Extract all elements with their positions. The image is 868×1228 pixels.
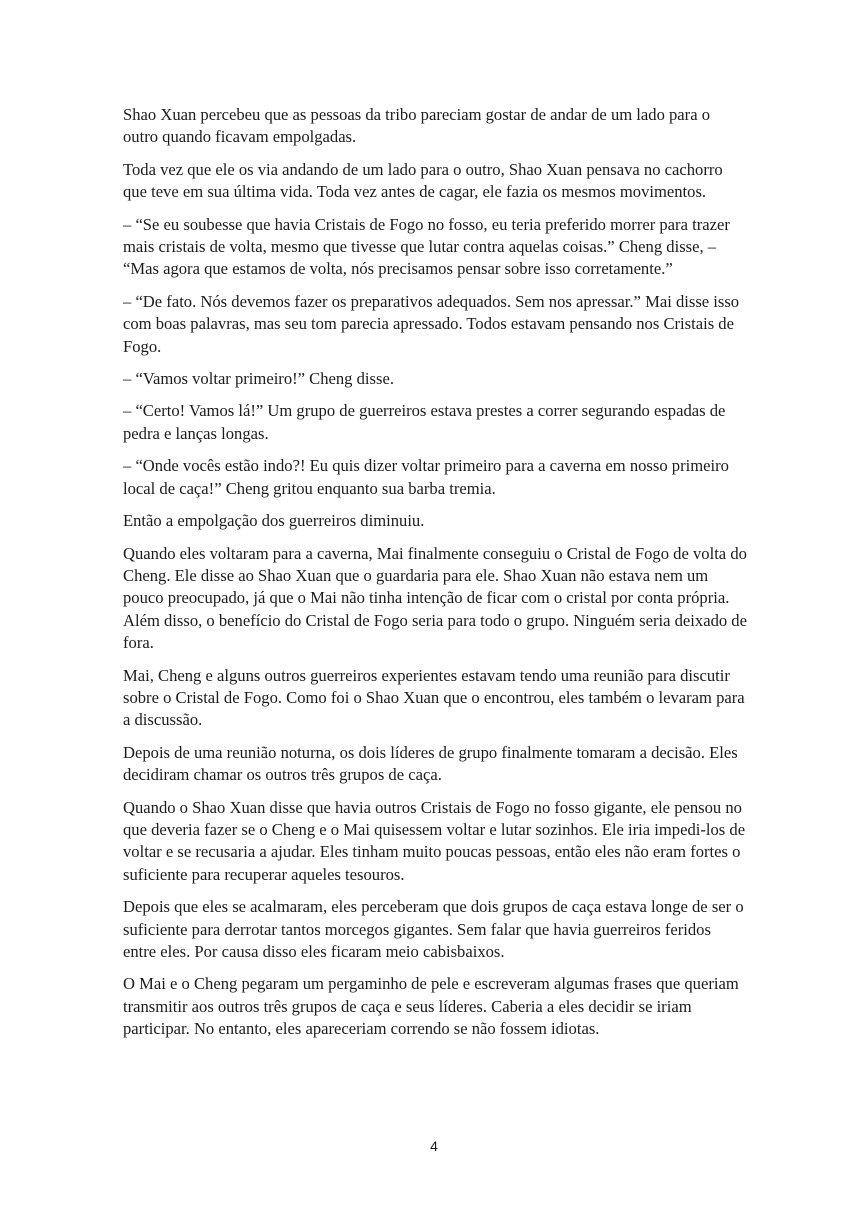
paragraph: Quando o Shao Xuan disse que havia outros Cristais de Fogo no fosso gigante, ele pensou no que deveria fazer se o Cheng e o Mai quisessem voltar e lutar sozinhos. Ele iria impedi-los de voltar e se recusaria a ajudar. Eles tinham muito poucas pessoas, então eles não eram fortes o suficiente para recuperar aqueles tesouros. — [123, 797, 746, 884]
paragraph: – “Onde vocês estão indo?! Eu quis dizer voltar primeiro para a caverna em nosso primeiro local de caça!” Cheng gritou enquanto sua barba tremia. — [123, 456, 729, 498]
paragraph: Toda vez que ele os via andando de um lado para o outro, Shao Xuan pensava no cachorro que teve em sua última vida. Toda vez antes de cagar, ele fazia os mesmos movimentos. — [123, 159, 723, 202]
paragraph: Depois que eles se acalmaram, eles perceberam que dois grupos de caça estava longe de ser o suficiente para derrotar tantos morcegos gigantes. Sem falar que havia guerreiros feridos entre eles. Por causa disso eles ficaram meio cabisbaixos. — [123, 897, 744, 961]
body-text — [123, 104, 747, 1051]
paragraph: Depois de uma reunião noturna, os dois líderes de grupo finalmente tomaram a decisão. Eles decidiram chamar os outros três grupos de caça. — [123, 742, 738, 785]
paragraph: – “Certo! Vamos lá!” Um grupo de guerreiros estava prestes a correr segurando espadas de pedra e lanças longas. — [123, 401, 726, 443]
page-number: 4 — [430, 1138, 438, 1154]
paragraph: Quando eles voltaram para a caverna, Mai finalmente conseguiu o Cristal de Fogo de volta do Cheng. Ele disse ao Shao Xuan que o guardaria para ele. Shao Xuan não estava nem um pouco preocupado, já que o Mai não tinha intenção de ficar com o cristal por conta própria. Além disso, o benefício do Cristal de Fogo seria para todo o grupo. Ninguém seria deixado de fora. — [123, 543, 747, 653]
paragraph: Shao Xuan percebeu que as pessoas da tribo pareciam gostar de andar de um lado para o outro quando ficavam empolgadas. — [123, 105, 711, 147]
paragraph: – “De fato. Nós devemos fazer os preparativos adequados. Sem nos apressar.” Mai disse isso com boas palavras, mas seu tom parecia apressado. Todos estavam pensando nos Cristais de Fogo. — [123, 291, 740, 356]
paragraph: Então a empolgação dos guerreiros diminuiu. — [123, 511, 425, 531]
paragraph: – “Vamos voltar primeiro!” Cheng disse. — [123, 369, 394, 389]
paragraph: – “Se eu soubesse que havia Cristais de Fogo no fosso, eu teria preferido morrer para trazer mais cristais de volta, mesmo que tivesse que lutar contra aquelas coisas.” Cheng disse, – “Mas agora que estamos de volta, nós precisamos pensar sobre isso corretamente.” — [123, 214, 730, 279]
paragraph: O Mai e o Cheng pegaram um pergaminho de pele e escreveram algumas frases que queriam transmitir aos outros três grupos de caça e seus líderes. Caberia a eles decidir se iriam participar. No entanto, eles apareceriam correndo se não fossem idiotas. — [123, 974, 739, 1039]
paragraph: Mai, Cheng e alguns outros guerreiros experientes estavam tendo uma reunião para discutir sobre o Cristal de Fogo. Como foi o Shao Xuan que o encontrou, eles também o levaram para a discussão. — [123, 665, 745, 730]
